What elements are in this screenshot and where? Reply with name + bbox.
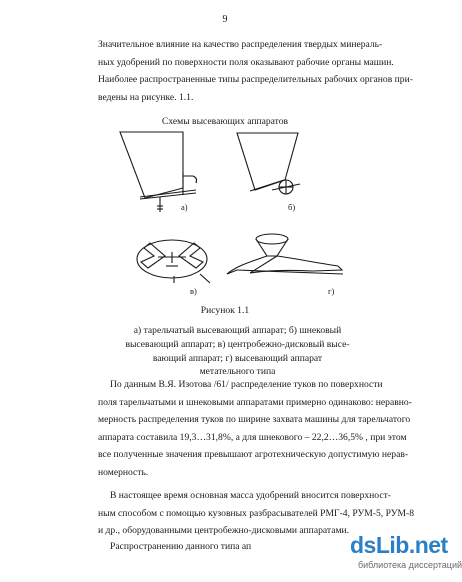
label-v: в) [190, 286, 197, 296]
caption-line: метательного типа [199, 366, 276, 378]
label-g: г) [328, 286, 335, 296]
paragraph-izotov [98, 376, 428, 482]
label-b: б) [288, 202, 296, 212]
text-line: Значительное влияние на качество распределения твердых минераль- [98, 39, 383, 50]
centrifugal-disc-drawing [137, 240, 210, 283]
watermark-logo [350, 532, 462, 578]
figure-caption-title: Рисунок 1.1 [200, 305, 250, 316]
text-line: и др., оборудованными центробежно-дисковыми аппаратами. [98, 525, 350, 537]
throwing-device-drawing [227, 234, 343, 274]
text-line: Распространению данного типа ап [110, 541, 252, 552]
label-a: а) [181, 202, 188, 212]
paragraph-cut [98, 538, 348, 556]
caption-line: высевающий аппарат; в) центробежно-дисковый высе- [125, 338, 350, 350]
caption-line: вающий аппарат; г) высевающий аппарат [152, 352, 323, 364]
caption-line: а) тарельчатый высевающий аппарат; б) шнековый [133, 325, 342, 336]
text-line: ным способом с помощью кузовных разбрасывателей РМГ-4, РУМ-5, РУМ-8 [98, 507, 415, 519]
text-line: поля тарельчатыми и шнековыми аппаратами примерно одинаково: неравно- [98, 396, 412, 408]
figure-title: Схемы высевающих аппаратов [161, 116, 289, 127]
text-line: Наиболее распространенные типы распределительных рабочих органов при- [98, 74, 413, 86]
page-number: 9 [222, 14, 228, 25]
text-line: ных удобрений по поверхности поля оказывают рабочие органы машин. [98, 56, 394, 68]
text-line: мерность распределения туков по ширине захвата машины для тарельчатого [98, 414, 411, 426]
text-line: В настоящее время основная масса удобрений вносится поверхност- [110, 490, 391, 501]
watermark-name: dsLib.net [350, 532, 448, 558]
text-line: ведены на рисунке. 1.1. [98, 91, 194, 103]
text-line: По данным В.Я. Изотова /61/ распределение туков по поверхности [110, 379, 383, 390]
auger-device-drawing [237, 133, 300, 194]
plate-device-drawing [120, 132, 197, 212]
text-line: номерность. [98, 466, 149, 478]
figure-caption [100, 324, 375, 379]
watermark-subtitle: библиотека диссертаций [358, 560, 462, 570]
text-line: аппарата составила 19,3…31,8%, а для шнекового – 22,2…36,5% , при этом [98, 431, 407, 443]
text-line: все полученные значения превышают агротехническую допустимую нерав- [98, 449, 409, 461]
